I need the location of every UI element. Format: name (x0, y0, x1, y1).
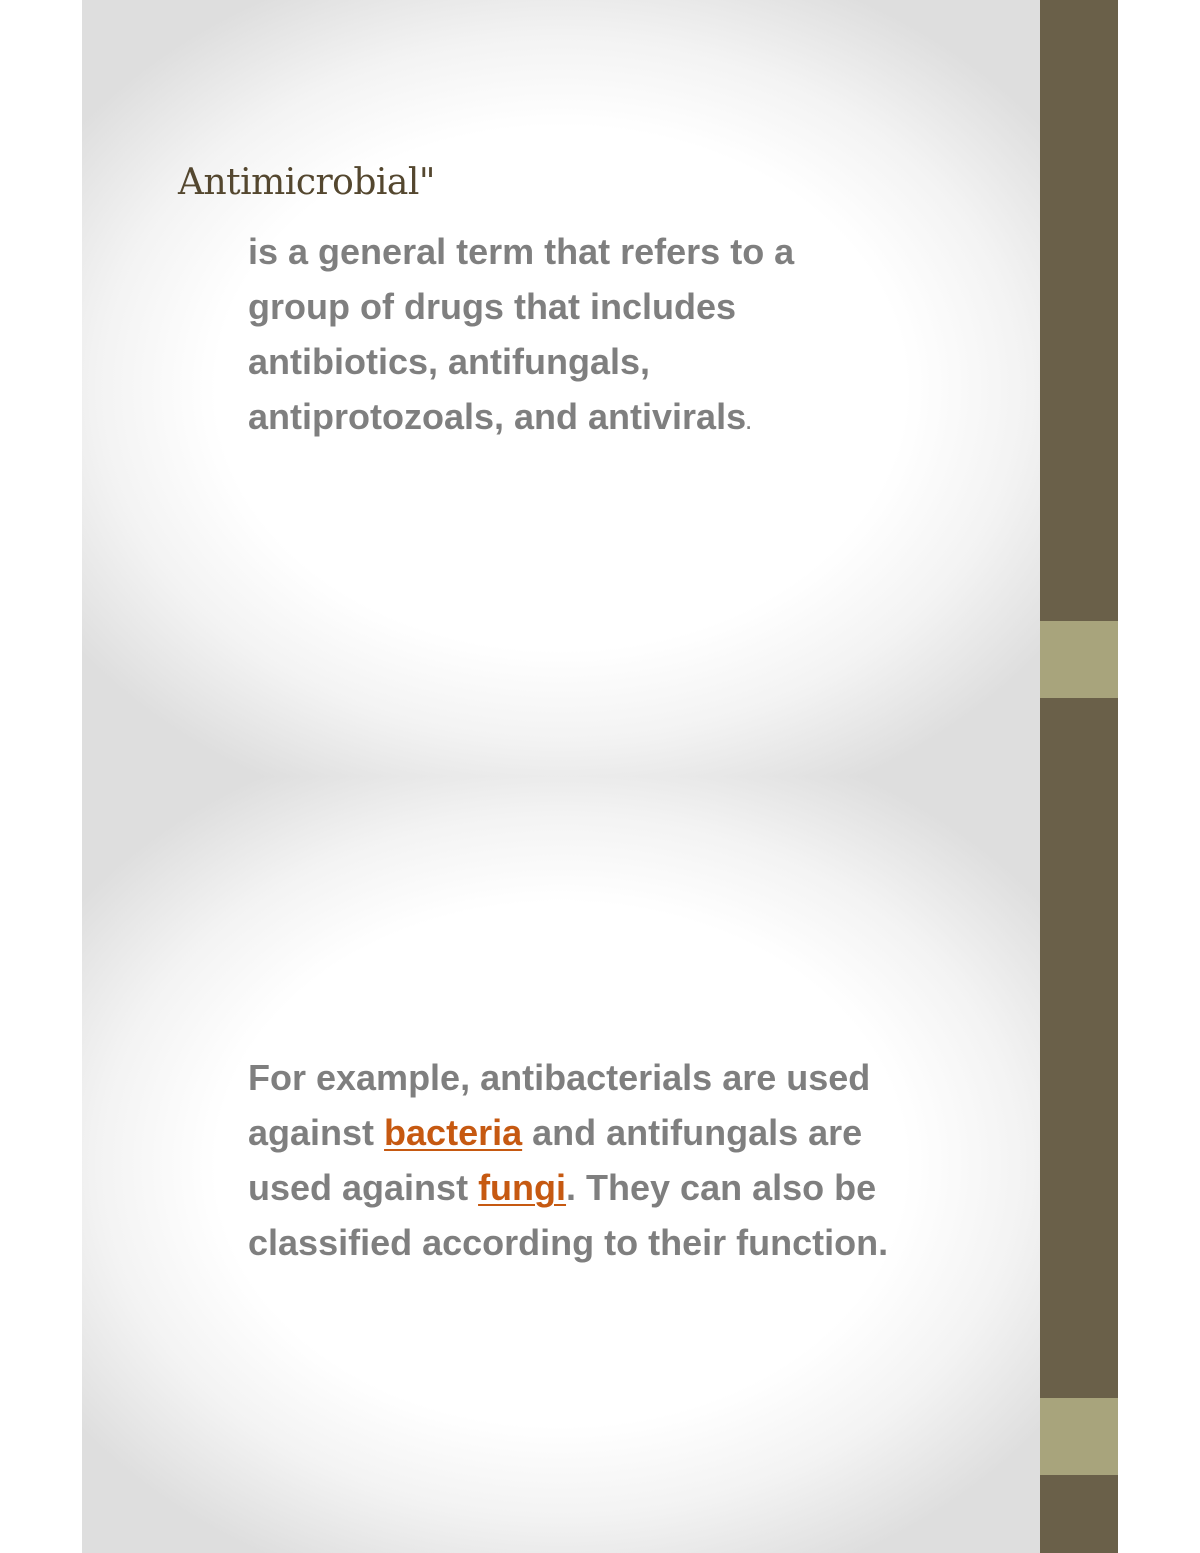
slide-2-body (248, 1050, 948, 1270)
slide-1-body (248, 224, 888, 451)
slide-1-title: Antimicrobial" (178, 162, 435, 203)
sidebar-accent-block (1040, 621, 1118, 698)
fungi-link[interactable]: fungi (478, 1167, 567, 1208)
slide-2-body-text: For example, antibacterials are used against (248, 1057, 871, 1153)
slide-2-body-text: and antifungals are used against (248, 1112, 863, 1208)
bacteria-link[interactable]: bacteria (384, 1112, 523, 1153)
slide-2-body-text: . They can also be classified according to their function. (248, 1167, 889, 1263)
sidebar-decoration (1040, 0, 1118, 1553)
slide-1-body-text: is a general term that refers to a group of drugs that includes antibiotics, antifungals, antiprotozoals, and antivirals (248, 231, 795, 437)
sidebar-accent-block (1040, 1398, 1118, 1475)
slide-1-period: . (746, 413, 752, 433)
